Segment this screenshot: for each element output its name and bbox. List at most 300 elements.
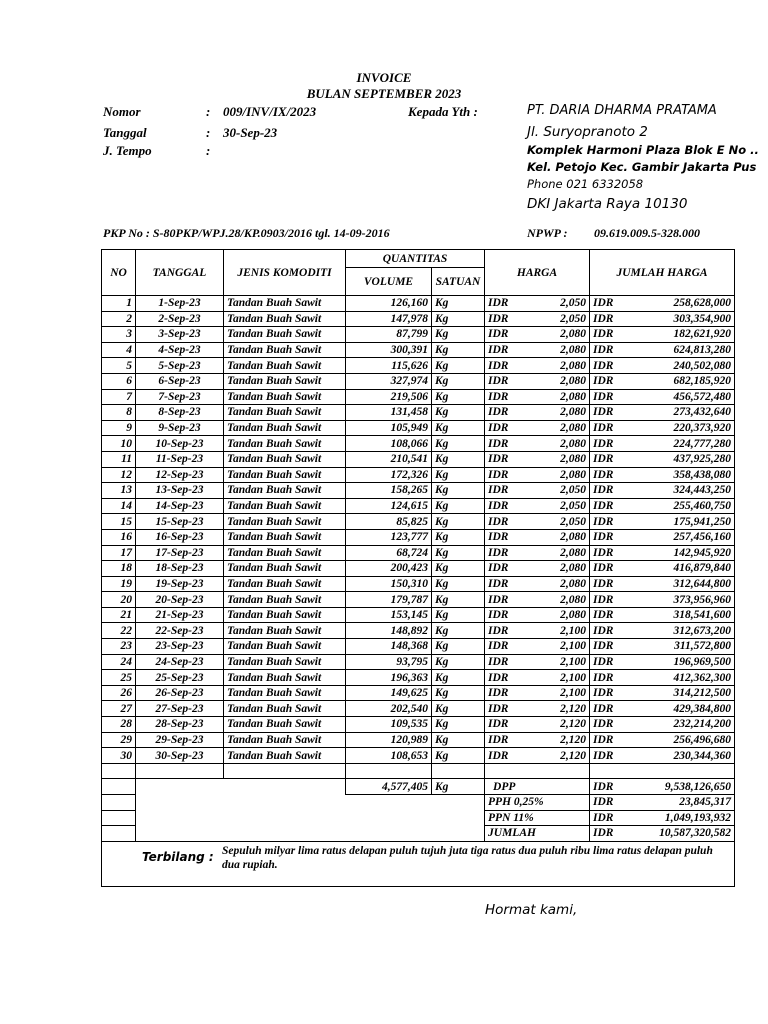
table-row [102,717,735,733]
row-satuan: Kg [432,436,485,452]
row-harga-currency: IDR [485,576,520,592]
ppn-currency: IDR [590,810,627,826]
row-volume: 147,978 [346,311,432,327]
row-tanggal: 14-Sep-23 [136,498,224,514]
row-jumlah-currency: IDR [590,654,627,670]
row-jumlah-currency: IDR [590,685,627,701]
row-satuan: Kg [432,529,485,545]
row-no: 17 [102,545,136,561]
row-volume: 120,989 [346,732,432,748]
row-volume: 196,363 [346,670,432,686]
row-no: 9 [102,420,136,436]
row-satuan: Kg [432,467,485,483]
row-harga-currency: IDR [485,545,520,561]
header-harga: HARGA [485,250,590,296]
row-jumlah: 314,212,500 [627,685,735,701]
row-no: 3 [102,327,136,343]
table-row [102,685,735,701]
row-harga-currency: IDR [485,405,520,421]
row-jumlah-currency: IDR [590,701,627,717]
table-row [102,529,735,545]
row-harga: 2,080 [520,342,590,358]
row-jenis: Tandan Buah Sawit [224,451,346,467]
recipient-kelurahan: Kel. Petojo Kec. Gambir Jakarta Pus [527,160,757,174]
row-tanggal: 21-Sep-23 [136,607,224,623]
row-satuan: Kg [432,483,485,499]
table-row [102,654,735,670]
row-jenis: Tandan Buah Sawit [224,623,346,639]
kepada-label: Kepada Yth : [408,104,478,119]
tanggal-value: 30-Sep-23 [223,125,278,140]
row-harga: 2,050 [520,296,590,312]
jumlah-label: JUMLAH [485,826,590,842]
row-harga: 2,100 [520,654,590,670]
row-satuan: Kg [432,685,485,701]
row-jumlah-currency: IDR [590,717,627,733]
table-row [102,405,735,421]
row-jumlah: 258,628,000 [627,296,735,312]
row-jumlah: 303,354,900 [627,311,735,327]
row-harga-currency: IDR [485,717,520,733]
row-harga-currency: IDR [485,436,520,452]
ppn-value: 1,049,193,932 [627,810,735,826]
table-row [102,592,735,608]
row-harga: 2,080 [520,389,590,405]
row-jumlah-currency: IDR [590,420,627,436]
terbilang-label: Terbilang : [142,849,214,864]
npwp-value: 09.619.009.5-328.000 [594,226,700,240]
row-jumlah-currency: IDR [590,670,627,686]
row-harga: 2,120 [520,717,590,733]
row-jumlah-currency: IDR [590,373,627,389]
tanggal-label: Tanggal [103,125,147,140]
row-harga: 2,080 [520,358,590,374]
row-jumlah-currency: IDR [590,576,627,592]
table-row [102,296,735,312]
table-row [102,327,735,343]
row-jumlah-currency: IDR [590,436,627,452]
row-volume: 148,368 [346,639,432,655]
row-harga: 2,080 [520,451,590,467]
row-harga: 2,050 [520,483,590,499]
row-no: 26 [102,685,136,701]
row-jenis: Tandan Buah Sawit [224,296,346,312]
row-harga-currency: IDR [485,451,520,467]
row-no: 21 [102,607,136,623]
dpp-currency: IDR [590,779,627,795]
row-jumlah: 257,456,160 [627,529,735,545]
row-satuan: Kg [432,389,485,405]
row-volume: 219,506 [346,389,432,405]
recipient-region: DKI Jakarta Raya 10130 [527,196,688,212]
row-satuan: Kg [432,327,485,343]
row-tanggal: 28-Sep-23 [136,717,224,733]
row-no: 13 [102,483,136,499]
row-satuan: Kg [432,373,485,389]
row-jumlah-currency: IDR [590,327,627,343]
row-tanggal: 9-Sep-23 [136,420,224,436]
table-row [102,311,735,327]
row-harga: 2,050 [520,311,590,327]
header-volume: VOLUME [346,268,432,296]
row-no: 7 [102,389,136,405]
row-volume: 327,974 [346,373,432,389]
table-row [102,545,735,561]
row-harga-currency: IDR [485,514,520,530]
row-tanggal: 22-Sep-23 [136,623,224,639]
row-tanggal: 26-Sep-23 [136,685,224,701]
total-volume: 4,577,405 [346,779,432,795]
row-jenis: Tandan Buah Sawit [224,529,346,545]
row-jumlah: 256,496,680 [627,732,735,748]
row-jumlah-currency: IDR [590,639,627,655]
table-row [102,561,735,577]
row-no: 28 [102,717,136,733]
row-no: 27 [102,701,136,717]
table-row [102,748,735,764]
row-tanggal: 24-Sep-23 [136,654,224,670]
row-volume: 179,787 [346,592,432,608]
row-volume: 123,777 [346,529,432,545]
row-harga: 2,080 [520,373,590,389]
row-volume: 202,540 [346,701,432,717]
ppn-row [102,810,735,826]
dpp-label: DPP [485,779,590,795]
row-jumlah-currency: IDR [590,342,627,358]
row-harga: 2,080 [520,436,590,452]
row-harga-currency: IDR [485,420,520,436]
row-tanggal: 19-Sep-23 [136,576,224,592]
row-tanggal: 4-Sep-23 [136,342,224,358]
row-satuan: Kg [432,748,485,764]
row-jenis: Tandan Buah Sawit [224,373,346,389]
row-no: 4 [102,342,136,358]
row-tanggal: 20-Sep-23 [136,592,224,608]
row-no: 18 [102,561,136,577]
row-volume: 115,626 [346,358,432,374]
row-jumlah: 416,879,840 [627,561,735,577]
nomor-label: Nomor [103,104,141,119]
table-row [102,701,735,717]
table-row [102,576,735,592]
row-harga: 2,120 [520,701,590,717]
row-jumlah: 312,673,200 [627,623,735,639]
row-harga-currency: IDR [485,685,520,701]
row-tanggal: 8-Sep-23 [136,405,224,421]
row-harga: 2,100 [520,685,590,701]
table-row [102,607,735,623]
row-no: 15 [102,514,136,530]
row-harga-currency: IDR [485,561,520,577]
row-no: 1 [102,296,136,312]
row-jenis: Tandan Buah Sawit [224,576,346,592]
row-jumlah-currency: IDR [590,623,627,639]
invoice-title: INVOICE [356,70,412,85]
row-jenis: Tandan Buah Sawit [224,498,346,514]
row-satuan: Kg [432,654,485,670]
row-volume: 93,795 [346,654,432,670]
row-jumlah: 412,362,300 [627,670,735,686]
recipient-complex: Komplek Harmoni Plaza Blok E No .. [527,143,759,157]
row-satuan: Kg [432,514,485,530]
table-row [102,498,735,514]
row-harga-currency: IDR [485,483,520,499]
row-harga: 2,100 [520,670,590,686]
row-jenis: Tandan Buah Sawit [224,639,346,655]
tempo-label: J. Tempo [103,143,152,158]
row-jenis: Tandan Buah Sawit [224,670,346,686]
row-no: 10 [102,436,136,452]
row-jumlah-currency: IDR [590,592,627,608]
row-tanggal: 11-Sep-23 [136,451,224,467]
row-satuan: Kg [432,545,485,561]
row-jenis: Tandan Buah Sawit [224,405,346,421]
row-jumlah-currency: IDR [590,358,627,374]
row-volume: 153,145 [346,607,432,623]
row-tanggal: 2-Sep-23 [136,311,224,327]
terbilang-row [102,841,735,886]
row-jumlah: 230,344,360 [627,748,735,764]
row-jenis: Tandan Buah Sawit [224,561,346,577]
table-row [102,623,735,639]
row-volume: 172,326 [346,467,432,483]
row-jenis: Tandan Buah Sawit [224,436,346,452]
row-jenis: Tandan Buah Sawit [224,467,346,483]
row-no: 24 [102,654,136,670]
row-harga-currency: IDR [485,373,520,389]
header-no: NO [102,250,136,296]
terbilang-text: Sepuluh milyar lima ratus delapan puluh tujuh juta tiga ratus dua puluh ribu lima ratus delapan puluh dua rupiah. [222,844,713,871]
row-harga-currency: IDR [485,748,520,764]
table-row [102,420,735,436]
row-tanggal: 5-Sep-23 [136,358,224,374]
tempo-colon: : [206,143,211,158]
closing-text: Hormat kami, [485,902,578,918]
row-jumlah: 324,443,250 [627,483,735,499]
row-harga: 2,080 [520,529,590,545]
row-no: 6 [102,373,136,389]
row-volume: 300,391 [346,342,432,358]
row-jenis: Tandan Buah Sawit [224,717,346,733]
row-tanggal: 13-Sep-23 [136,483,224,499]
row-satuan: Kg [432,311,485,327]
row-jenis: Tandan Buah Sawit [224,607,346,623]
row-jenis: Tandan Buah Sawit [224,748,346,764]
recipient-company: PT. DARIA DHARMA PRATAMA [527,103,717,118]
row-jumlah: 358,438,080 [627,467,735,483]
dpp-value: 9,538,126,650 [627,779,735,795]
invoice-table [101,249,735,887]
row-satuan: Kg [432,701,485,717]
nomor-colon: : [206,104,211,119]
row-tanggal: 30-Sep-23 [136,748,224,764]
row-jumlah-currency: IDR [590,607,627,623]
ppn-label: PPN 11% [485,810,590,826]
npwp-label: NPWP : [527,226,568,240]
header-jumlah: JUMLAH HARGA [590,250,735,296]
row-tanggal: 27-Sep-23 [136,701,224,717]
row-harga-currency: IDR [485,342,520,358]
row-jenis: Tandan Buah Sawit [224,483,346,499]
row-jumlah-currency: IDR [590,514,627,530]
row-jumlah-currency: IDR [590,296,627,312]
row-jenis: Tandan Buah Sawit [224,545,346,561]
table-row [102,373,735,389]
row-volume: 131,458 [346,405,432,421]
row-jumlah-currency: IDR [590,498,627,514]
row-tanggal: 16-Sep-23 [136,529,224,545]
pph-label: PPH 0,25% [485,795,590,811]
row-volume: 158,265 [346,483,432,499]
row-jenis: Tandan Buah Sawit [224,327,346,343]
row-harga-currency: IDR [485,670,520,686]
pkp-number: PKP No : S-80PKP/WPJ.28/KP.0903/2016 tgl. 14-09-2016 [103,226,390,240]
row-tanggal: 23-Sep-23 [136,639,224,655]
row-harga-currency: IDR [485,327,520,343]
row-jumlah: 318,541,600 [627,607,735,623]
row-jumlah-currency: IDR [590,405,627,421]
row-harga-currency: IDR [485,654,520,670]
row-no: 8 [102,405,136,421]
row-harga-currency: IDR [485,701,520,717]
pph-value: 23,845,317 [627,795,735,811]
row-harga: 2,100 [520,639,590,655]
header-tanggal: TANGGAL [136,250,224,296]
row-no: 20 [102,592,136,608]
row-no: 2 [102,311,136,327]
row-jumlah-currency: IDR [590,748,627,764]
row-harga: 2,080 [520,420,590,436]
row-no: 19 [102,576,136,592]
row-harga-currency: IDR [485,607,520,623]
row-volume: 149,625 [346,685,432,701]
table-row [102,389,735,405]
row-no: 30 [102,748,136,764]
row-jumlah: 624,813,280 [627,342,735,358]
row-jumlah: 232,214,200 [627,717,735,733]
row-satuan: Kg [432,623,485,639]
row-jenis: Tandan Buah Sawit [224,701,346,717]
row-satuan: Kg [432,405,485,421]
row-no: 29 [102,732,136,748]
jumlah-row [102,826,735,842]
row-no: 25 [102,670,136,686]
row-harga: 2,080 [520,327,590,343]
row-volume: 108,066 [346,436,432,452]
table-row [102,467,735,483]
row-jumlah: 273,432,640 [627,405,735,421]
row-volume: 126,160 [346,296,432,312]
row-jumlah-currency: IDR [590,483,627,499]
row-jenis: Tandan Buah Sawit [224,420,346,436]
row-harga: 2,100 [520,623,590,639]
row-no: 16 [102,529,136,545]
row-satuan: Kg [432,639,485,655]
row-tanggal: 12-Sep-23 [136,467,224,483]
row-jumlah: 175,941,250 [627,514,735,530]
row-harga-currency: IDR [485,639,520,655]
row-volume: 150,310 [346,576,432,592]
row-satuan: Kg [432,296,485,312]
row-no: 23 [102,639,136,655]
row-harga-currency: IDR [485,389,520,405]
row-jumlah: 220,373,920 [627,420,735,436]
row-satuan: Kg [432,342,485,358]
row-harga-currency: IDR [485,296,520,312]
row-harga: 2,120 [520,732,590,748]
row-harga-currency: IDR [485,467,520,483]
row-harga-currency: IDR [485,498,520,514]
row-satuan: Kg [432,420,485,436]
row-tanggal: 1-Sep-23 [136,296,224,312]
row-jumlah: 682,185,920 [627,373,735,389]
row-jumlah: 142,945,920 [627,545,735,561]
nomor-value: 009/INV/IX/2023 [223,104,317,119]
jumlah-value: 10,587,320,582 [627,826,735,842]
row-volume: 85,825 [346,514,432,530]
row-harga-currency: IDR [485,529,520,545]
row-harga-currency: IDR [485,732,520,748]
row-jenis: Tandan Buah Sawit [224,654,346,670]
row-harga: 2,120 [520,748,590,764]
row-volume: 200,423 [346,561,432,577]
row-volume: 148,892 [346,623,432,639]
row-volume: 105,949 [346,420,432,436]
row-jumlah-currency: IDR [590,311,627,327]
pph-currency: IDR [590,795,627,811]
row-harga: 2,080 [520,545,590,561]
row-jumlah-currency: IDR [590,451,627,467]
row-harga-currency: IDR [485,623,520,639]
row-harga: 2,080 [520,405,590,421]
row-satuan: Kg [432,576,485,592]
total-volume-row [102,779,735,795]
row-jumlah: 196,969,500 [627,654,735,670]
row-jenis: Tandan Buah Sawit [224,358,346,374]
row-satuan: Kg [432,451,485,467]
row-jenis: Tandan Buah Sawit [224,592,346,608]
row-harga: 2,050 [520,514,590,530]
row-tanggal: 10-Sep-23 [136,436,224,452]
recipient-street: Jl. Suryopranoto 2 [527,124,648,140]
row-no: 11 [102,451,136,467]
row-volume: 87,799 [346,327,432,343]
row-jumlah-currency: IDR [590,545,627,561]
tanggal-colon: : [206,125,211,140]
table-row [102,732,735,748]
row-jumlah: 182,621,920 [627,327,735,343]
row-jenis: Tandan Buah Sawit [224,389,346,405]
row-harga: 2,080 [520,592,590,608]
row-harga: 2,080 [520,467,590,483]
row-harga: 2,080 [520,607,590,623]
total-satuan: Kg [432,779,485,795]
row-jumlah: 311,572,800 [627,639,735,655]
row-jumlah: 312,644,800 [627,576,735,592]
table-row [102,639,735,655]
table-row [102,514,735,530]
row-jenis: Tandan Buah Sawit [224,685,346,701]
row-volume: 68,724 [346,545,432,561]
row-no: 22 [102,623,136,639]
row-satuan: Kg [432,498,485,514]
row-satuan: Kg [432,358,485,374]
pph-row [102,795,735,811]
row-jenis: Tandan Buah Sawit [224,514,346,530]
header-jenis: JENIS KOMODITI [224,250,346,296]
row-jumlah-currency: IDR [590,529,627,545]
table-row [102,451,735,467]
